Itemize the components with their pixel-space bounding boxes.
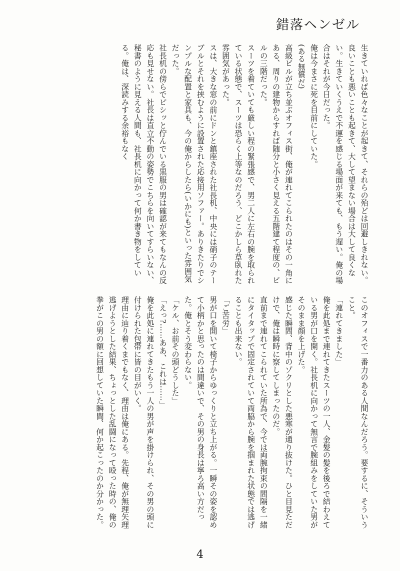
paragraph: 理由に辿り着くまでもなく、理由は俺にある。先程、俺が無理矢理逃げようとした結果、ちょっとした乱闘になって殴った時の、俺の拳がこの男の額に回想していた瞬間、何か起こったのか分かった。: [95, 296, 130, 529]
running-header-title: 錯落ヘンゼル: [275, 18, 360, 33]
dialogue-line: 「ご苦労」: [221, 296, 231, 335]
paragraph: 感じた瞬間、背中のゾクリとした悪寒が通り抜けた。ひと目見ただけで、俺は瞬時に察してしまったのだ。: [271, 296, 294, 529]
paragraph: 俺を此処に連れてきたもう一人の男が声を掛けられ、その男の頭に付けられた包帯に皆の目がいく。: [133, 296, 155, 529]
dialogue-line: 「ケル、お前その頭どうした」: [171, 296, 181, 405]
paragraph: スは、大きな窓の前にドンと鎮座された社長机、中央には硝子のテーブルとそれを挟むように設置された応接用ソファー。ありきたりでシンプルな配置と家具も、今の俺からしたら(いかにも)といった雰囲気だった。: [171, 44, 218, 285]
dialogue-line: 「連れてきました」: [334, 296, 344, 366]
paragraph: (ある無償だ): [297, 44, 307, 89]
paragraph: 男が口を開いて椅子からゆっくりと立ち上がる。一瞬その姿を認めて小柄かと思ったのは間違いで、その男の身長は寧ろ高い方だった。俺とそう変わらない。: [183, 296, 218, 529]
paragraph: スーツを着ていても厳しい程の緊張感で、男二人に左右の腕を取られている状態で、スーツは恐らく上等なのだろう、どこかしら草臥れた雰囲気があった。: [221, 44, 256, 285]
paragraph: 俺は今まさに死を目前にしていた。: [309, 44, 319, 168]
lower-text-block: [30, 296, 370, 536]
dialogue-line: 「えっ?……ああ、これは……」: [158, 296, 168, 409]
paragraph: 直前まで連れてこられていた所為で、今では両腕拘束の間隔を一緒にタイタップで固定されていて両脇から腕を掴まれた状態では逃げることも出来ない。: [234, 296, 269, 529]
paragraph: 生きていれば色々なことが起きて、それらの殆どは回避しきれない。良いことも悪いことも起きて、大して望まない場合は大して良くない。生きていくうえで不運を感じる場面が来ても、もう遅い。俺の場合はそれが今日だった。: [322, 44, 369, 285]
paragraph: 高級ビルが立ち並ぶオフィス街、俺が連れてこられたのはその一角にある、周りの建物からすれば随分と小さく見える五階建て程度の、ビルの三階だった。: [259, 44, 294, 285]
lower-vertical-text: [30, 296, 370, 536]
upper-vertical-text: [30, 44, 370, 289]
upper-text-block: [30, 44, 370, 289]
paragraph: 社長机の傍らでピシッと佇んでいる黒服の男は確認が来てもなんの反応も見せない。社長は直立不動の姿勢でこちらを向いてすらいない、秘書のように見える人間も、社長机に向かって何か書き物をしている。俺は、深読みする余裕もなく: [120, 44, 168, 285]
page-number: 4: [196, 548, 204, 561]
paragraph: 俺を此処まで連れてきたスーツの一人、金髪の髪を後ろで結わえている男が口を開く。社長机に向かって無言で腕組みをしていた男がそのまま顔を上げた。: [297, 296, 332, 529]
paragraph: このオフィスで一番力のある人間なんだろう。要するに、そういうこと。: [347, 296, 369, 529]
